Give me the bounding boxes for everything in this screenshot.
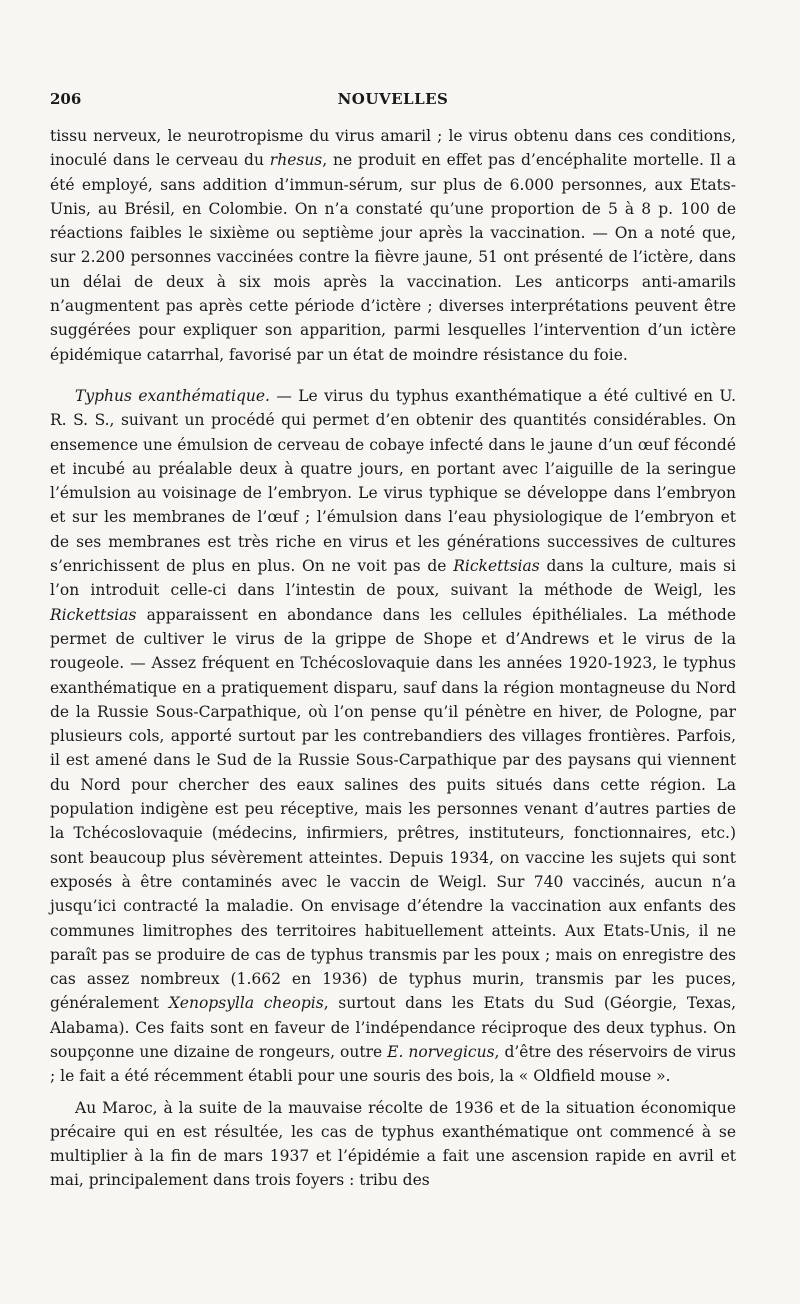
italic-term: Xenopsylla cheopis bbox=[168, 994, 324, 1013]
page-header bbox=[50, 90, 736, 114]
text-run: , ne produit en effet pas d’encéphalite mortelle. Il a été employé, sans addition d’immun-sérum, sur plus de 6.000 personnes, aux Etats-Unis, au Brésil, en Colombie. On n’a constaté qu’une proportion de 5 à 8 p. 100 de réactions faibles le sixième ou septième jour après la vaccination. — On a noté que, sur 2.200 personnes vaccinées contre la fièvre jaune, 51 ont présenté de l’ictère, dans un délai de deux à six mois après la vaccination. Les anticorps anti-amarils n’augmentent pas après cette période d’ictère ; diverses interprétations peuvent être suggérées pour expliquer son apparition, parmi lesquelles l’intervention d’un ictère épidémique catarrhal, favorisé par un état de moindre résistance du foie. bbox=[50, 151, 736, 364]
paragraph-typhus bbox=[50, 384, 736, 1089]
text-run: apparaissent en abondance dans les cellules épithéliales. La méthode permet de cultiver le virus de la grippe de Shope et d’Andrews et le virus de la rougeole. — Assez fréquent en Tchécoslovaquie dans les années 1920-1923, le typhus exanthématique en a pratiquement disparu, sauf dans la région montagneuse du Nord de la Russie Sous-Carpathique, où l’on pense qu’il pénètre en hiver, de Pologne, par plusieurs cols, apporté surtout par les contrebandiers des villages frontières. Parfois, il est amené dans le Sud de la Russie Sous-Carpathique par des paysans qui viennent du Nord pour chercher des eaux salines des puits situés dans cette région. La population indigène est peu réceptive, mais les personnes venant d’autres parties de la Tchécoslovaquie (médecins, infirmiers, prêtres, instituteurs, fonctionnaires, etc.) sont beaucoup plus sévèrement atteintes. Depuis 1934, on vaccine les sujets qui sont exposés à être contaminés avec le vaccin de Weigl. Sur 740 vaccinés, aucun n’a jusqu’ici contracté la maladie. On envisage d’étendre la vaccination aux enfants des communes limitrophes des territoires habituellement atteints. Aux Etats-Unis, il ne paraît pas se produire de cas de typhus transmis par les poux ; mais on enregistre des cas assez nombreux (1.662 en 1936) de typhus murin, transmis par les puces, généralement bbox=[50, 605, 736, 1013]
body-text bbox=[50, 124, 736, 1193]
italic-term: Rickettsias bbox=[453, 557, 540, 576]
paragraph-yellow-fever bbox=[50, 124, 736, 367]
text-run: tissu nerveux, le neurotropisme du virus amaril ; le virus obtenu dans ces conditions, inoculé dans le cerveau du bbox=[50, 127, 736, 170]
text-run: , surtout dans les Etats du Sud (Géorgie, Texas, Alabama). Ces faits sont en faveur de l’indépendance réciproque des deux typhus. On soupçonne une dizaine de rongeurs, outre bbox=[50, 994, 736, 1061]
text-run: — Le virus du typhus exanthématique a été cultivé en U. R. S. S., suivant un procédé qui permet d’en obtenir des quantités considérables. On ensemence une émulsion de cerveau de cobaye infecté dans le jaune d’un œuf fécondé et incubé au préalable deux à quatre jours, en portant avec l’aiguille de la seringue l’émulsion au voisinage de l’embryon. Le virus typhique se développe dans l’embryon et sur les membranes de l’œuf ; l’émulsion dans l’eau physiologique de l’embryon et de ses membranes est très riche en virus et les générations successives de cultures s’enrichissent de plus en plus. On ne voit pas de bbox=[50, 386, 736, 576]
text-run: Au Maroc, à la suite de la mauvaise récolte de 1936 et de la situation économique précaire qui en est résultée, les cas de typhus exanthématique ont commencé à se multiplier à la fin de mars 1937 et l’épidémie a fait une ascension rapide en avril et mai, principalement dans trois foyers : tribu des bbox=[50, 1098, 736, 1190]
text-run: dans la culture, mais si l’on introduit celle-ci dans l’intestin de poux, suivant la méthode de Weigl, les bbox=[50, 557, 736, 600]
document-page bbox=[50, 90, 736, 1193]
italic-term: Rickettsias bbox=[50, 605, 137, 624]
text-run: , d’être des réservoirs de virus ; le fait a été récemment établi pour une souris des bois, la « Oldfield mouse ». bbox=[50, 1042, 736, 1086]
italic-term: rhesus bbox=[269, 151, 323, 170]
section-heading-typhus: Typhus exanthématique. bbox=[75, 386, 270, 405]
paragraph-maroc bbox=[50, 1096, 736, 1193]
page-number: 206 bbox=[50, 90, 82, 108]
italic-term: E. norvegicus bbox=[387, 1042, 495, 1061]
running-title: NOUVELLES bbox=[337, 90, 449, 108]
